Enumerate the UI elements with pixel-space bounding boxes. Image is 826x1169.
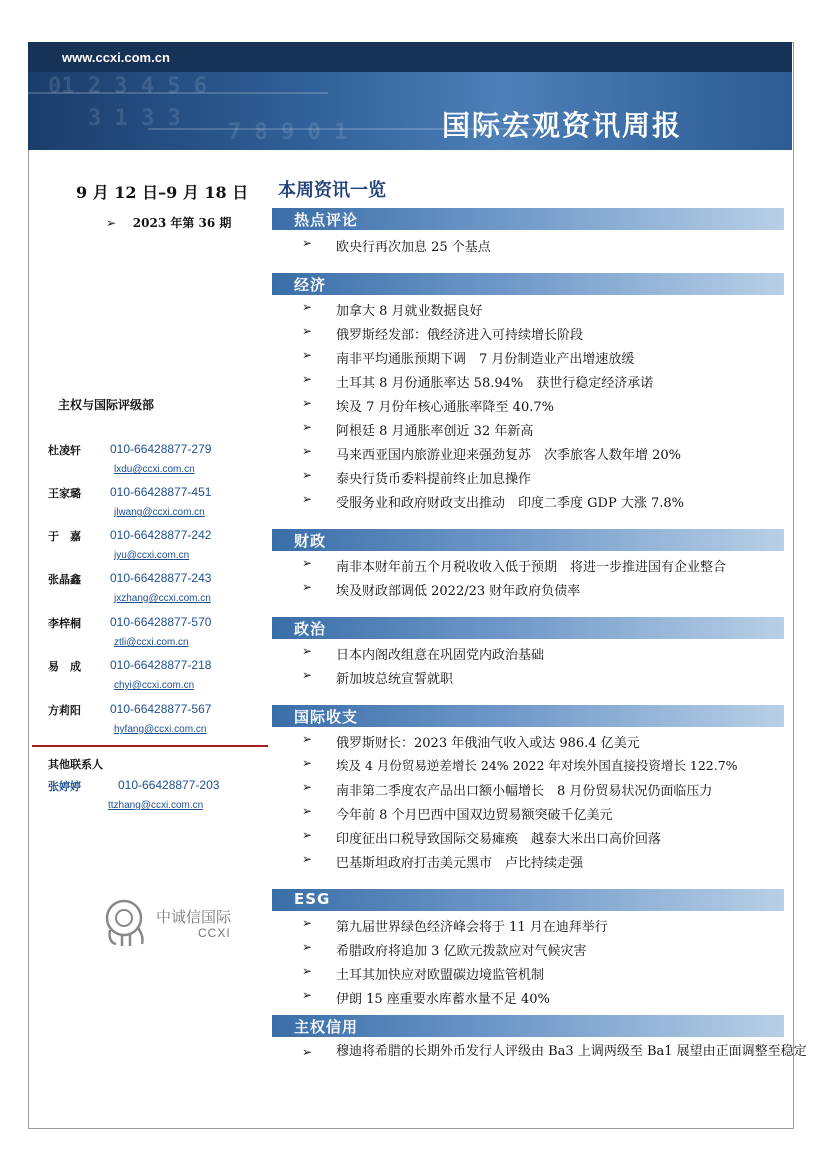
section-title: 财政 (294, 532, 327, 550)
left-sidebar (28, 150, 268, 1127)
contact-entry (48, 442, 268, 485)
contact-email[interactable]: jyu@ccxi.com.cn (114, 550, 190, 561)
contact-name: 张婷婷 (48, 780, 81, 793)
item-text: 欧央行再次加息 25 个基点 (336, 240, 491, 255)
contact-email[interactable]: jxzhang@ccxi.com.cn (114, 593, 211, 604)
item-text: 埃及 7 月份年核心通胀率降至 40.7% (336, 400, 554, 415)
ccxi-logo (98, 894, 258, 954)
arrow-icon: ➢ (302, 396, 313, 410)
item-text: 泰央行货币委料提前终止加息操作 (336, 472, 532, 487)
arrow-icon: ➢ (302, 348, 313, 362)
contact-name: 王家璐 (48, 487, 81, 500)
item-text: 俄罗斯财长：2023 年俄油气收入或达 986.4 亿美元 (336, 736, 640, 751)
contact-entry (48, 528, 268, 571)
contact-name: 于 嘉 (48, 530, 81, 543)
date-range: 9 月 12 日–9 月 18 日 (76, 183, 249, 202)
arrow-icon: ➢ (302, 852, 313, 866)
arrow-icon: ➢ (302, 644, 313, 658)
section-header-sovereign (272, 1015, 784, 1037)
item-text: 土耳其 8 月份通胀率达 58.94% 获世行稳定经济承诺 (336, 376, 654, 391)
item-text: 希腊政府将追加 3 亿欧元拨款应对气候灾害 (336, 944, 587, 959)
arrow-icon: ➢ (302, 916, 313, 930)
header-banner (28, 42, 792, 150)
contact-name: 方莉阳 (48, 704, 81, 717)
item-text: 埃及 4 月份贸易逆差增长 24% 2022 年对埃外国直接投资增长 122.7% (336, 758, 738, 773)
contact-phone: 010-66428877-567 (110, 702, 212, 716)
logo-en-text: CCXI (198, 926, 231, 940)
item-text: 马来西亚国内旅游业迎来强劲复苏 次季旅客人数年增 20% (336, 448, 682, 463)
site-url[interactable]: www.ccxi.com.cn (62, 50, 170, 65)
section-title: 热点评论 (294, 211, 359, 229)
arrow-icon: ➢ (302, 732, 313, 746)
item-text: 俄罗斯经发部：俄经济进入可持续增长阶段 (336, 328, 584, 343)
arrow-icon: ➢ (302, 756, 313, 770)
contact-name: 张晶鑫 (48, 573, 81, 586)
contact-email[interactable]: lxdu@ccxi.com.cn (114, 464, 195, 475)
red-divider (32, 745, 268, 747)
contact-phone: 010-66428877-242 (110, 528, 212, 542)
section-header-economy (272, 273, 784, 295)
section-header-hot (272, 208, 784, 230)
arrow-icon: ➢ (302, 668, 313, 682)
arrow-icon: ➢ (302, 964, 313, 978)
arrow-icon: ➢ (302, 468, 313, 482)
contact-entry (48, 615, 268, 658)
item-text: 南非第二季度农产品出口额小幅增长 8 月份贸易状况仍面临压力 (336, 784, 713, 799)
contact-phone: 010-66428877-218 (110, 658, 212, 672)
item-text: 巴基斯坦政府打击美元黑市 卢比持续走强 (336, 856, 584, 871)
contact-email[interactable]: ztli@ccxi.com.cn (114, 637, 189, 648)
issue-label: 2023 年第 36 期 (132, 216, 232, 230)
arrow-icon: ➢ (302, 988, 313, 1002)
item-text: 加拿大 8 月就业数据良好 (336, 304, 483, 319)
section-title: 主权信用 (294, 1018, 359, 1036)
arrow-icon: ➢ (302, 300, 313, 314)
section-title: 经济 (294, 276, 327, 294)
arrow-icon: ➢ (302, 492, 313, 506)
contact-phone: 010-66428877-243 (110, 571, 212, 585)
contact-email[interactable]: ttzhang@ccxi.com.cn (108, 800, 204, 811)
arrow-icon: ➢ (302, 556, 313, 570)
item-text: 受服务业和政府财政支出推动 印度二季度 GDP 大涨 7.8% (336, 496, 684, 511)
contact-entry (48, 702, 268, 745)
contact-name: 易 成 (48, 660, 81, 673)
arrow-icon: ➢ (302, 444, 313, 458)
contact-entry (48, 658, 268, 701)
item-text: 埃及财政部调低 2022/23 财年政府负债率 (336, 584, 581, 599)
contact-name: 杜凌轩 (48, 444, 81, 457)
item-text: 南非本财年前五个月税收收入低于预期 将进一步推进国有企业整合 (336, 560, 727, 575)
arrow-icon: ➢ (302, 236, 313, 250)
contact-phone: 010-66428877-451 (110, 485, 212, 499)
section-header-intl (272, 705, 784, 727)
section-header-fiscal (272, 529, 784, 551)
section-title: ESG (294, 890, 331, 908)
item-text: 阿根廷 8 月通胀率创近 32 年新高 (336, 424, 534, 439)
arrow-icon: ➢ (302, 804, 313, 818)
item-text: 第九届世界绿色经济峰会将于 11 月在迪拜举行 (336, 920, 608, 935)
elephant-logo-icon (98, 894, 154, 950)
contact-name: 李梓桐 (48, 617, 81, 630)
contact-entry (48, 485, 268, 528)
item-text: 今年前 8 个月巴西中国双边贸易额突破千亿美元 (336, 808, 613, 823)
arrow-icon: ➢ (302, 580, 313, 594)
item-text: 土耳其加快应对欧盟碳边境监管机制 (336, 968, 545, 983)
arrow-icon: ➢ (302, 420, 313, 434)
item-text: 印度征出口税导致国际交易瘫痪 越泰大米出口高价回落 (336, 832, 662, 847)
other-contacts-heading: 其他联系人 (48, 758, 103, 771)
section-header-esg (272, 889, 784, 911)
contact-email[interactable]: hyfang@ccxi.com.cn (114, 724, 207, 735)
banner-decoration: 01 2 3 4 5 6 3 1 3 3 7 8 9 0 1 (28, 72, 792, 150)
section-header-politics (272, 617, 784, 639)
contact-entry (48, 571, 268, 614)
arrow-icon: ➢ (302, 324, 313, 338)
report-title: 国际宏观资讯周报 (441, 109, 682, 142)
section-title: 国际收支 (294, 708, 359, 726)
arrow-icon: ➢ (302, 372, 313, 386)
arrow-icon: ➢ (302, 1045, 313, 1059)
item-text: 日本内阁改组意在巩固党内政治基础 (336, 648, 545, 663)
contact-phone: 010-66428877-203 (118, 778, 220, 792)
arrow-icon: ➢ (302, 940, 313, 954)
contact-phone: 010-66428877-279 (110, 442, 212, 456)
issue-number (106, 214, 231, 231)
arrow-icon: ➢ (302, 780, 313, 794)
item-text: 新加坡总统宣誓就职 (336, 672, 454, 687)
contact-email[interactable]: chyi@ccxi.com.cn (114, 680, 195, 691)
item-text: 伊朗 15 座重要水库蓄水量不足 40% (336, 992, 550, 1007)
overview-title: 本周资讯一览 (278, 180, 386, 201)
department-name: 主权与国际评级部 (58, 398, 155, 412)
other-contact-entry (48, 778, 268, 818)
item-text: 穆迪将希腊的长期外币发行人评级由 Ba3 上调两级至 Ba1 展望由正面调整至稳定 (336, 1044, 807, 1059)
contact-email[interactable]: jlwang@ccxi.com.cn (114, 507, 205, 518)
section-title: 政治 (294, 620, 327, 638)
item-text: 南非平均通胀预期下调 7 月份制造业产出增速放缓 (336, 352, 635, 367)
arrow-icon: ➢ (302, 828, 313, 842)
contact-phone: 010-66428877-570 (110, 615, 212, 629)
arrow-icon: ➢ (106, 216, 117, 230)
logo-cn-text: 中诚信国际 (156, 908, 232, 926)
